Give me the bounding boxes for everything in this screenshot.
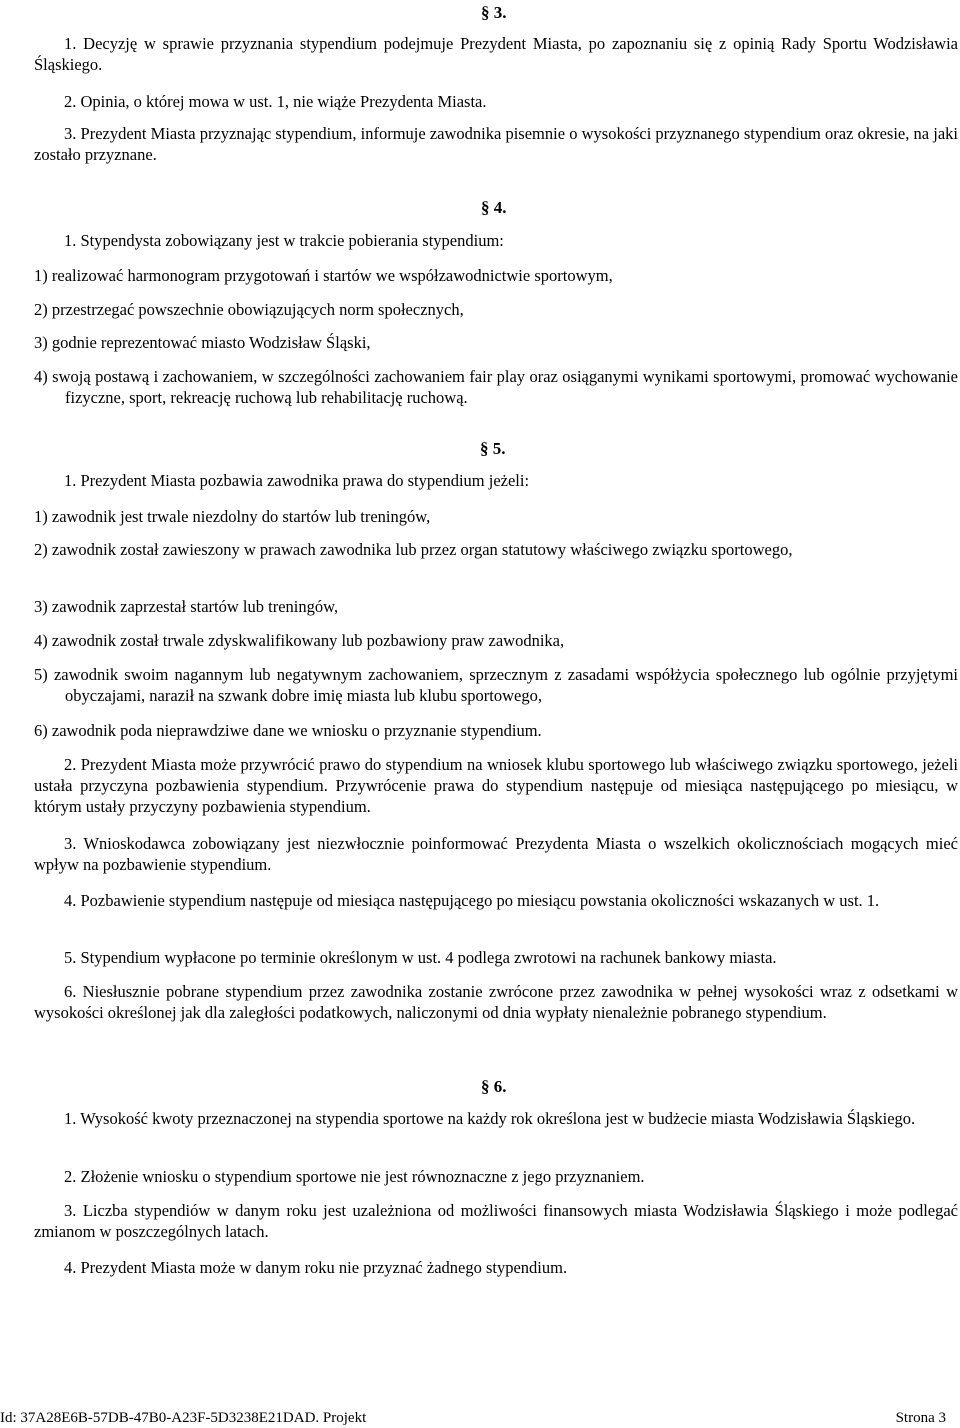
- section-5-paragraph-1: 1. Prezydent Miasta pozbawia zawodnika prawa do stypendium jeżeli:: [64, 471, 530, 490]
- section-5-item-3: 3) zawodnik zaprzestał startów lub treningów,: [34, 597, 339, 616]
- section-5-item-2: 2) zawodnik został zawieszony w prawach zawodnika lub przez organ statutowy właściwego związku sportowego,: [34, 540, 793, 559]
- document-id: Id: 37A28E6B-57DB-47B0-A23F-5D3238E21DAD. Projekt: [0, 1410, 367, 1426]
- section-4-paragraph-1: 1. Stypendysta zobowiązany jest w trakcie pobierania stypendium:: [64, 231, 504, 250]
- section-5-paragraph-4: 4. Pozbawienie stypendium następuje od miesiąca następującego po miesiącu powstania okoliczności wskazanych w ust. 1.: [64, 891, 880, 910]
- section-4-item-1: 1) realizować harmonogram przygotowań i startów we współzawodnictwie sportowym,: [34, 266, 613, 285]
- section-4-item-4: 4) swoją postawą i zachowaniem, w szczególności zachowaniem fair play oraz osiąganymi wynikami sportowymi, promować wychowanie fizyczne, sport, rekreację ruchową lub rehabilitację ruchową.: [34, 367, 958, 407]
- section-5-item-6: 6) zawodnik poda nieprawdziwe dane we wniosku o przyznanie stypendium.: [34, 721, 542, 740]
- section-6-paragraph-3: 3. Liczba stypendiów w danym roku jest uzależniona od możliwości finansowych miasta Wodzisławia Śląskiego i może podlegać zmianom w poszczególnych latach.: [34, 1201, 958, 1241]
- section-4-item-2: 2) przestrzegać powszechnie obowiązujących norm społecznych,: [34, 300, 464, 319]
- section-6-paragraph-2: 2. Złożenie wniosku o stypendium sportowe nie jest równoznaczne z jego przyznaniem.: [64, 1167, 645, 1186]
- section-6-heading: § 6.: [481, 1077, 507, 1096]
- page-number: Strona 3: [895, 1410, 946, 1426]
- section-6-paragraph-1: 1. Wysokość kwoty przeznaczonej na stypendia sportowe na każdy rok określona jest w budżecie miasta Wodzisławia Śląskiego.: [64, 1109, 916, 1128]
- section-5-heading: § 5.: [480, 439, 506, 458]
- section-5-item-1: 1) zawodnik jest trwale niezdolny do startów lub treningów,: [34, 507, 431, 526]
- section-3-paragraph-3: 3. Prezydent Miasta przyznając stypendium, informuje zawodnika pisemnie o wysokości przyznanego stypendium oraz okresie, na jaki zostało przyznane.: [34, 124, 958, 164]
- section-5-paragraph-3: 3. Wnioskodawca zobowiązany jest niezwłocznie poinformować Prezydenta Miasta o wszelkich okolicznościach mogących mieć wpływ na pozbawienie stypendium.: [34, 834, 958, 874]
- section-3-paragraph-1: 1. Decyzję w sprawie przyznania stypendium podejmuje Prezydent Miasta, po zapoznaniu się z opinią Rady Sportu Wodzisławia Śląskiego.: [34, 34, 958, 74]
- section-5-item-4: 4) zawodnik został trwale zdyskwalifikowany lub pozbawiony praw zawodnika,: [34, 631, 565, 650]
- section-5-paragraph-2: 2. Prezydent Miasta może przywrócić prawo do stypendium na wniosek klubu sportowego lub właściwego związku sportowego, jeżeli ustała przyczyna pozbawienia stypendium. Przywrócenie prawa do stypendium następuje od miesiąca następującego po miesiącu, w którym ustały przyczyny pozbawienia stypendium.: [34, 755, 958, 816]
- section-5-paragraph-6: 6. Niesłusznie pobrane stypendium przez zawodnika zostanie zwrócone przez zawodnika w pełnej wysokości wraz z odsetkami w wysokości określonej jak dla zaległości podatkowych, naliczonymi od dnia wypłaty nienależnie pobranego stypendium.: [34, 982, 958, 1022]
- section-3-heading: § 3.: [481, 3, 507, 22]
- section-3-paragraph-2: 2. Opinia, o której mowa w ust. 1, nie wiąże Prezydenta Miasta.: [64, 92, 487, 111]
- section-5-item-5: 5) zawodnik swoim nagannym lub negatywnym zachowaniem, sprzecznym z zasadami współżycia społecznego lub ogólnie przyjętymi obyczajami, naraził na szwank dobre imię miasta lub klubu sportowego,: [34, 665, 958, 705]
- page-footer: [0, 1408, 960, 1428]
- section-5-paragraph-5: 5. Stypendium wypłacone po terminie określonym w ust. 4 podlega zwrotowi na rachunek bankowy miasta.: [64, 948, 777, 967]
- section-4-item-3: 3) godnie reprezentować miasto Wodzisław Śląski,: [34, 333, 371, 352]
- section-6-paragraph-4: 4. Prezydent Miasta może w danym roku nie przyznać żadnego stypendium.: [64, 1258, 568, 1277]
- section-4-heading: § 4.: [481, 198, 507, 217]
